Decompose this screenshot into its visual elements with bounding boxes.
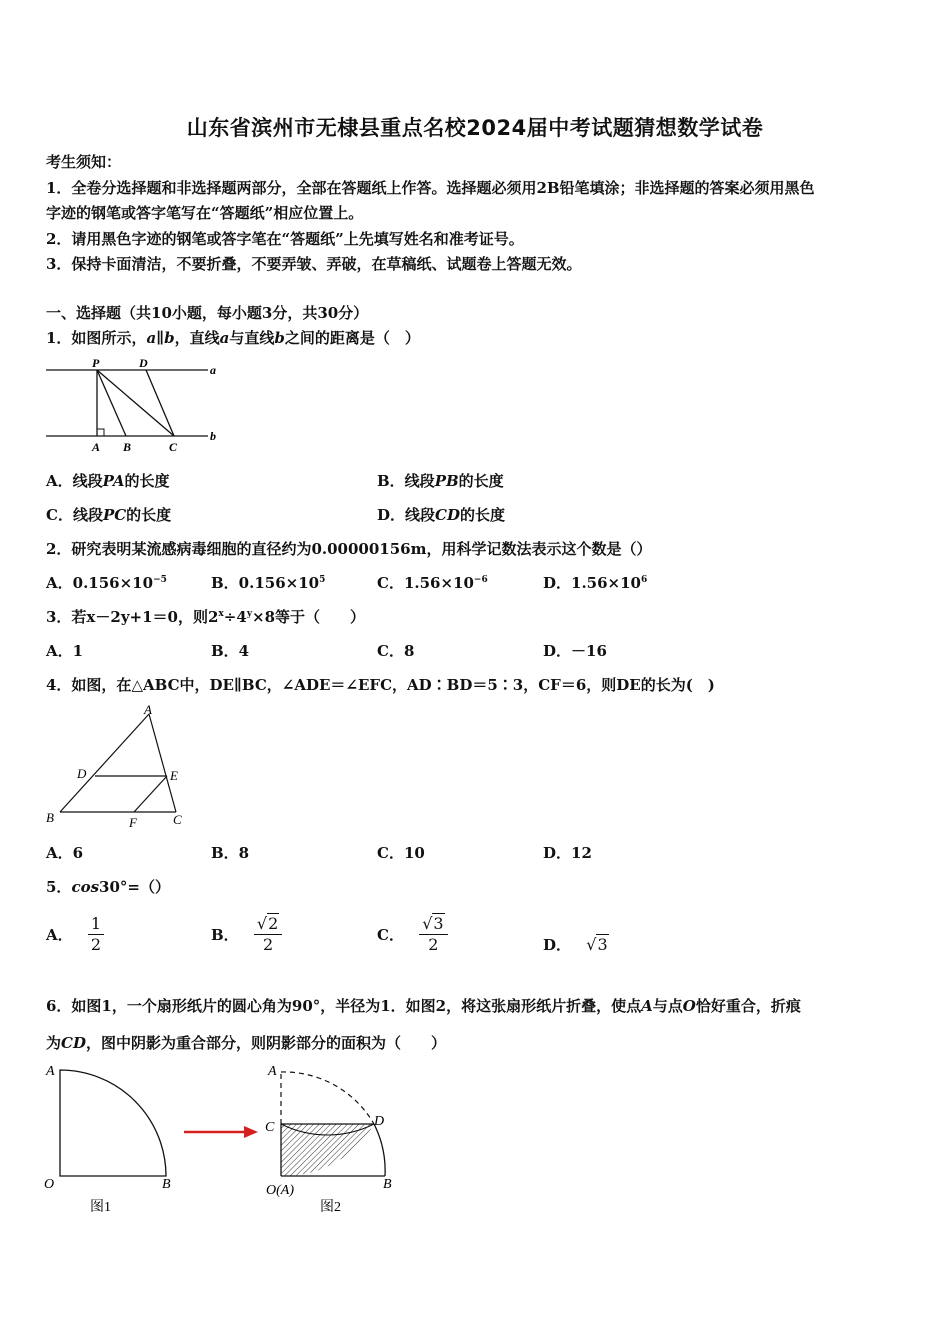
q6-fig1-label-a: A [46, 1064, 55, 1079]
q1-option-d: D．线段CD的长度 [377, 506, 505, 524]
q6-figure-2 [265, 1064, 392, 1215]
q4-label-a: A [144, 702, 152, 717]
q6-fig1-label-b: B [162, 1177, 171, 1192]
q6-figures [40, 1058, 420, 1220]
q4-figure [40, 700, 200, 832]
q5-option-c: C． $\frac{√3}{2}$ [377, 914, 448, 955]
q6-fig1-label-o: O [44, 1177, 55, 1192]
q3-option-c: C．8 [377, 642, 415, 660]
q2-option-d: D．$1.56\times 10^6$ [543, 574, 648, 592]
q1-figure [40, 352, 230, 456]
q1-option-a: A．线段PA的长度 [46, 472, 170, 490]
q2-option-b: B．$0.156\times 10^5$ [211, 574, 326, 592]
q4-label-c: C [173, 812, 182, 827]
q4-stem: 4．如图，在△ABC中，DE∥BC，∠ADE＝∠EFC，AD∶BD＝5∶3，CF＝6，则DE的长为( ) [46, 676, 715, 694]
notice-item-3: 3．保持卡面清洁，不要折叠，不要弄皱、弄破，在草稿纸、试题卷上答题无效。 [46, 255, 582, 273]
notice-item-1b: 字迹的钢笔或答字笔写在“答题纸”相应位置上。 [46, 204, 364, 222]
q1-label-a: A [92, 440, 101, 454]
q1-label-a-line: a [210, 363, 216, 377]
q5-option-a: A． $\frac{1}{2}$ [46, 914, 104, 955]
q6-fig1-caption: 图1 [90, 1200, 111, 1215]
arrow-right-icon [184, 1126, 258, 1138]
q4-label-b: B [46, 810, 54, 825]
q1-option-b: B．线段PB的长度 [377, 472, 504, 490]
q6-fig2-label-d: D [374, 1114, 385, 1129]
q1-label-d: D [139, 356, 148, 370]
q3-stem: 3．若x－2y+1＝0，则$2^x\div 4^y\times 8$等于（ ） [46, 608, 366, 626]
q1-label-b: B [123, 440, 132, 454]
q4-label-d: D [77, 766, 87, 781]
q2-option-c: C．$1.56\times 10^{-6}$ [377, 574, 488, 592]
q6-stem-line2: 为CD，图中阴影为重合部分，则阴影部分的面积为（ ） [46, 1034, 446, 1052]
q3-option-d: D．－16 [543, 642, 607, 660]
q3-option-a: A．1 [46, 642, 84, 660]
q2-option-a: A．$0.156\times 10^{-5}$ [46, 574, 167, 592]
q6-fig2-label-c: C [265, 1120, 275, 1135]
notice-item-1a: 1．全卷分选择题和非选择题两部分，全部在答题纸上作答。选择题必须用2B铅笔填涂；非选择题的答案必须用黑色 [46, 179, 815, 197]
q6-figure-1 [44, 1064, 171, 1215]
q6-fig2-label-oa: O(A) [266, 1183, 294, 1198]
notice-heading: 考生须知： [46, 153, 122, 171]
q1-stem: 1．如图所示，a∥b，直线a与直线b之间的距离是（ ） [46, 329, 420, 347]
notice-item-2: 2．请用黑色字迹的钢笔或答字笔在“答题纸”上先填写姓名和准考证号。 [46, 230, 524, 248]
page-title: 山东省滨州市无棣县重点名校2024届中考试题猜想数学试卷 [186, 116, 764, 140]
q6-fig2-caption: 图2 [320, 1200, 341, 1215]
q1-label-b-line: b [210, 429, 216, 443]
q2-stem: 2．研究表明某流感病毒细胞的直径约为0.00000156m，用科学记数法表示这个数是（） [46, 540, 652, 558]
section-heading: 一、选择题（共10小题，每小题3分，共30分） [46, 304, 369, 322]
q4-label-e: E [170, 768, 178, 783]
q1-label-c: C [169, 440, 178, 454]
q4-option-b: B．8 [211, 844, 250, 862]
q5-option-d: D． √3 [543, 935, 608, 954]
q3-option-b: B．4 [211, 642, 250, 660]
q6-fig2-label-b: B [383, 1177, 392, 1192]
q1-label-p: P [92, 356, 100, 370]
q4-label-f: F [129, 815, 137, 830]
q6-stem-line1: 6．如图1，一个扇形纸片的圆心角为90°，半径为1．如图2，将这张扇形纸片折叠，使点A与点O恰好重合，折痕 [46, 997, 801, 1015]
q4-option-a: A．6 [46, 844, 84, 862]
q5-option-b: B． $\frac{√2}{2}$ [211, 914, 282, 955]
q1-option-c: C．线段PC的长度 [46, 506, 172, 524]
q5-stem: 5．cos30°=（） [46, 878, 170, 896]
q4-option-d: D．12 [543, 844, 592, 862]
q6-fig2-label-a: A [268, 1064, 277, 1079]
q4-option-c: C．10 [377, 844, 425, 862]
